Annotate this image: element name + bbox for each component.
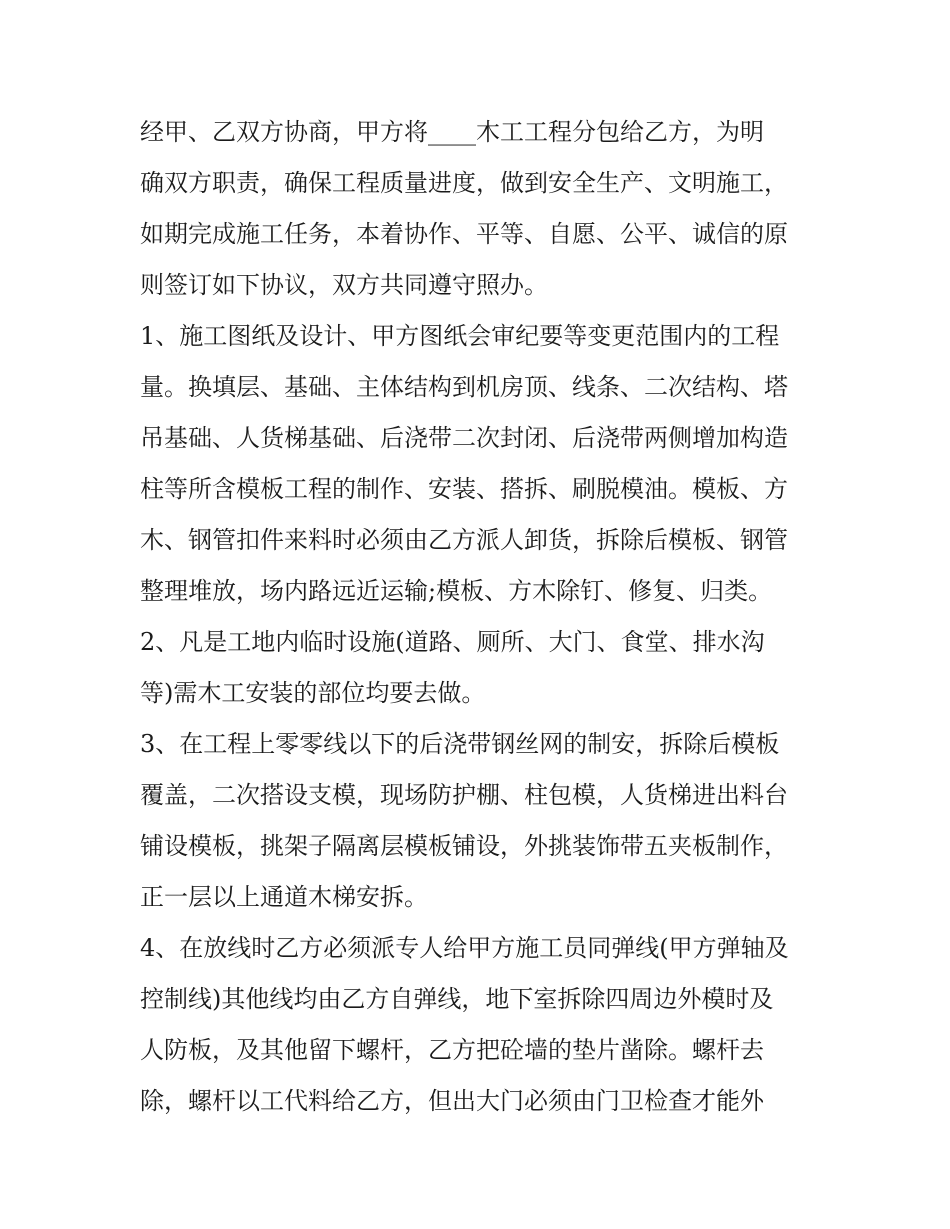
text-line: 4、在放线时乙方必须派专人给甲方施工员同弹线(甲方弹轴及: [140, 934, 789, 962]
text-line: 铺设模板，挑架子隔离层模板铺设，外挑装饰带五夹板制作，: [140, 832, 788, 860]
text-line: 确双方职责，确保工程质量进度，做到安全生产、文明施工，: [140, 169, 788, 197]
text-line: 2、凡是工地内临时设施(道路、厕所、大门、食堂、排水沟: [140, 628, 765, 656]
text-line: 控制线)其他线均由乙方自弹线，地下室拆除四周边外模时及: [140, 985, 774, 1013]
document-body: [140, 107, 820, 1127]
text-line: 人防板，及其他留下螺杆，乙方把砼墙的垫片凿除。螺杆去: [140, 1036, 764, 1064]
text-line: 覆盖，二次搭设支模，现场防护棚、柱包模，人货梯进出料台: [140, 781, 788, 809]
text-line: 整理堆放，场内路远近运输;模板、方木除钉、修复、归类。: [140, 577, 773, 605]
text-line: 经甲、乙双方协商，甲方将____木工工程分包给乙方，为明: [140, 118, 764, 146]
text-line: 吊基础、人货梯基础、后浇带二次封闭、后浇带两侧增加构造: [140, 424, 788, 452]
text-line: 柱等所含模板工程的制作、安装、搭拆、刷脱模油。模板、方: [140, 475, 788, 503]
text-line: 3、在工程上零零线以下的后浇带钢丝网的制安，拆除后模板: [140, 730, 780, 758]
text-line: 如期完成施工任务，本着协作、平等、自愿、公平、诚信的原: [140, 220, 788, 248]
text-line: 除，螺杆以工代料给乙方，但出大门必须由门卫检查才能外: [140, 1087, 764, 1115]
text-line: 正一层以上通道木梯安拆。: [140, 883, 428, 911]
text-line: 量。换填层、基础、主体结构到机房顶、线条、二次结构、塔: [140, 373, 788, 401]
text-line: 则签订如下协议，双方共同遵守照办。: [140, 271, 548, 299]
text-line: 木、钢管扣件来料时必须由乙方派人卸货，拆除后模板、钢管: [140, 526, 788, 554]
text-line: 1、施工图纸及设计、甲方图纸会审纪要等变更范围内的工程: [140, 322, 780, 350]
text-line: 等)需木工安装的部位均要去做。: [140, 679, 486, 707]
